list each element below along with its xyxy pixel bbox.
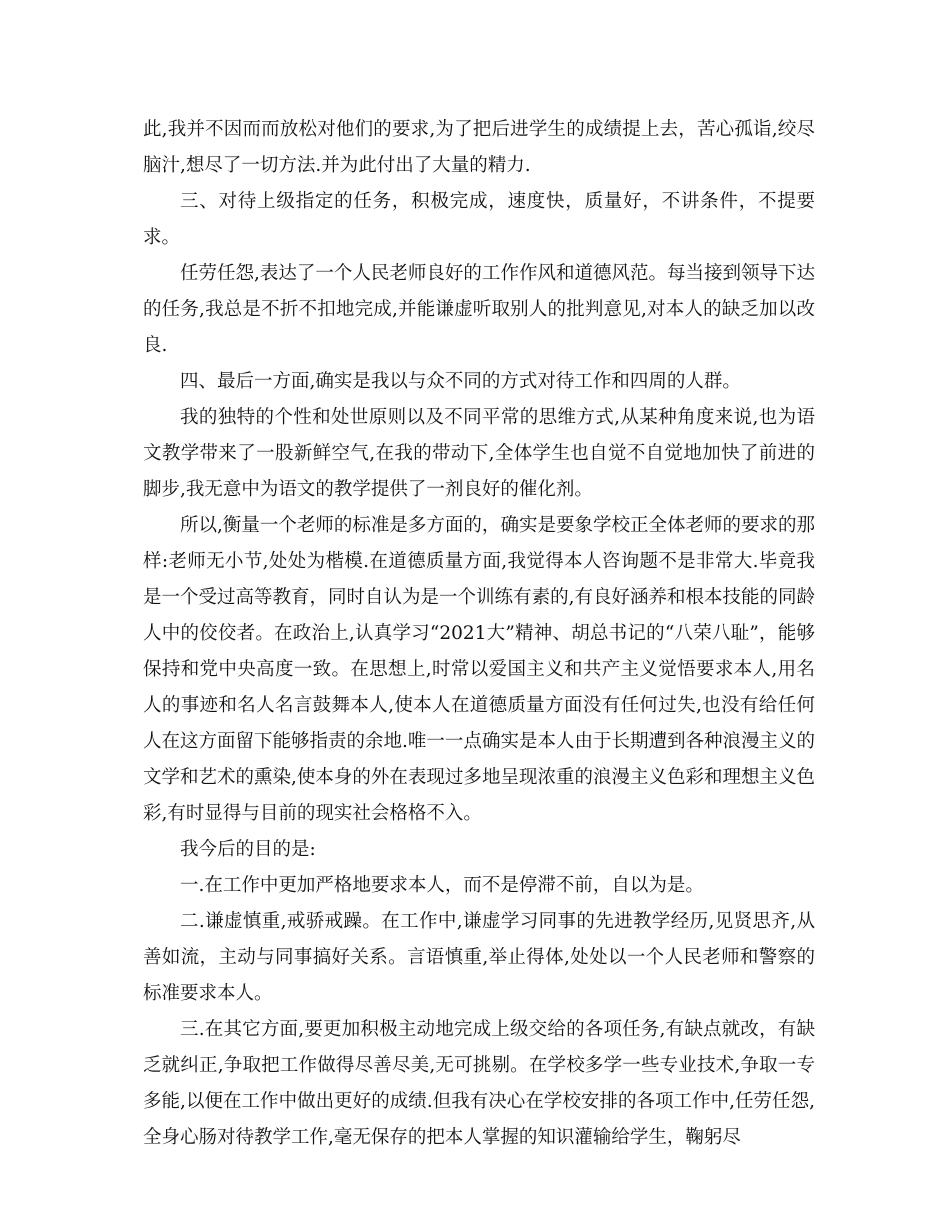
- paragraph: 所以,衡量一个老师的标准是多方面的，确实是要象学校正全体老师的要求的那样:老师无小节,处处为楷模.在道德质量方面,我觉得本人咨询题不是非常大.毕竟我是一个受过高等教育，同时自认为是一个训练有素的,有良好涵养和根本技能的同龄人中的佼佼者。在政治上,认真学习“2021大”精神、胡总书记的“八荣八耻”，能够保持和党中央高度一致。在思想上,时常以爱国主义和共产主义觉悟要求本人,用名人的事迹和名人名言鼓舞本人,使本人在道德质量方面没有任何过失,也没有给任何人在这方面留下能够指责的余地.唯一一点确实是本人由于长期遭到各种浪漫主义的文学和艺术的熏染,使本身的外在表现过多地呈现浓重的浪漫主义色彩和理想主义色彩,有时显得与目前的现实社会格格不入。: [143, 515, 815, 824]
- paragraph-item-three: 三、对待上级指定的任务，积极完成，速度快，质量好，不讲条件，不提要求。: [143, 191, 815, 248]
- paragraph-goal-three: 三.在其它方面,要更加积极主动地完成上级交给的各项任务,有缺点就改，有缺乏就纠正,争取把工作做得尽善尽美,无可挑剔。在学校多学一些专业技术,争取一专多能,以便在工作中做出更好的成绩.但我有决心在学校安排的各项工作中,任劳任怨,全身心肠对待教学工作,毫无保存的把本人掌握的知识灌输给学生，鞠躬尽: [143, 1019, 815, 1148]
- paragraph: 我的独特的个性和处世原则以及不同平常的思维方式,从某种角度来说,也为语文教学带来了一股新鲜空气,在我的带动下,全体学生也自觉不自觉地加快了前进的脚步,我无意中为语文的教学提供了一剂良好的催化剂。: [143, 407, 815, 500]
- paragraph-goal-one: 一.在工作中更加严格地要求本人，而不是停滞不前，自以为是。: [180, 875, 704, 896]
- paragraph: 任劳任怨,表达了一个人民老师良好的工作作风和道德风范。每当接到领导下达的任务,我总是不折不扣地完成,并能谦虚听取别人的批判意见,对本人的缺乏加以改良.: [143, 263, 815, 356]
- paragraph-goals-intro: 我今后的目的是:: [180, 839, 316, 860]
- document-body: [143, 112, 815, 1156]
- paragraph-continued: 此,我并不因而而放松对他们的要求,为了把后进学生的成绩提上去，苦心孤诣,绞尽脑汁,想尽了一切方法.并为此付出了大量的精力.: [143, 119, 815, 176]
- paragraph-item-four: 四、最后一方面,确实是我以与众不同的方式对待工作和四周的人群。: [180, 371, 741, 392]
- paragraph-goal-two: 二.谦虚慎重,戒骄戒躁。在工作中,谦虚学习同事的先进教学经历,见贤思齐,从善如流，主动与同事搞好关系。言语慎重,举止得体,处处以一个人民老师和警察的标准要求本人。: [143, 911, 815, 1004]
